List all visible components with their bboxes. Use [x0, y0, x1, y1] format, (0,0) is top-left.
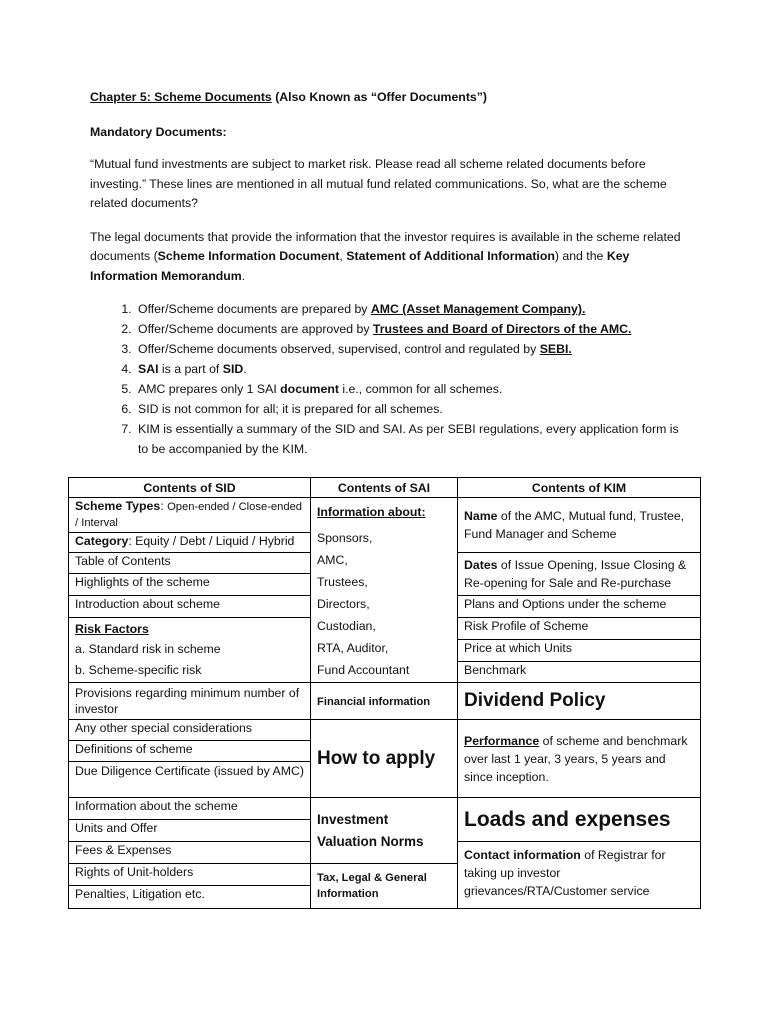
sai-how-to-apply: How to apply [311, 720, 458, 798]
list-item: 4. SAI is a part of SID. [135, 359, 690, 379]
sid-highlights: Highlights of the scheme [69, 574, 311, 596]
kim-plans: Plans and Options under the scheme [458, 596, 701, 618]
header-kim: Contents of KIM [458, 478, 701, 498]
sid-scheme-types: Scheme Types: Open-ended / Close-ended / Interval [69, 498, 311, 533]
chapter-title [90, 88, 690, 108]
sid-risk-factors: Risk Factors a. Standard risk in scheme b. Scheme-specific risk [69, 618, 311, 683]
sai-investment-valuation: Investment Valuation Norms [311, 798, 458, 864]
section-heading: Mandatory Documents: [90, 124, 227, 139]
kim-dates: Dates of Issue Opening, Issue Closing & Re-opening for Sale and Re-purchase [458, 553, 701, 596]
kim-dividend-policy: Dividend Policy [458, 683, 701, 720]
kim-benchmark: Benchmark [458, 661, 701, 682]
sid-fees-expenses: Fees & Expenses [69, 842, 311, 864]
sid-category: Category: Equity / Debt / Liquid / Hybrid [69, 533, 311, 553]
kim-price: Price at which Units [458, 640, 701, 661]
header-sai: Contents of SAI [311, 478, 458, 498]
intro-paragraph: “Mutual fund investments are subject to market risk. Please read all scheme related documents before investing.” These lines are mentioned in all mutual fund related communications. So, what are the scheme related documents? [90, 157, 667, 210]
list-item: 1. Offer/Scheme documents are prepared by AMC (Asset Management Company). [135, 299, 690, 319]
kim-name: Name of the AMC, Mutual fund, Trustee, Fund Manager and Scheme [458, 498, 701, 553]
kim-risk-profile: Risk Profile of Scheme [458, 618, 701, 640]
sid-penalties: Penalties, Litigation etc. [69, 886, 311, 909]
document-facts-list [90, 299, 690, 459]
sid-units-offer: Units and Offer [69, 820, 311, 842]
contents-table [68, 477, 701, 909]
kim-loads-expenses: Loads and expenses [458, 798, 701, 842]
sid-table-of-contents: Table of Contents [69, 553, 311, 574]
chapter-title-aside: (Also Known as “Offer Documents”) [271, 90, 487, 104]
list-item: 5. AMC prepares only 1 SAI document i.e., common for all schemes. [135, 379, 690, 399]
header-sid: Contents of SID [69, 478, 311, 498]
kim-contact-information: Contact information of Registrar for taking up investor grievances/RTA/Customer service [458, 842, 701, 909]
sid-due-diligence: Due Diligence Certificate (issued by AMC) [69, 762, 311, 798]
list-item: 2. Offer/Scheme documents are approved by Trustees and Board of Directors of the AMC. [135, 319, 690, 339]
list-item: 7. KIM is essentially a summary of the SID and SAI. As per SEBI regulations, every application form is to be accompanied by the KIM. [135, 419, 690, 459]
chapter-title-main: Chapter 5: Scheme Documents [90, 90, 272, 104]
sai-information-about: Information about: Sponsors, AMC, Trustees, Directors, Custodian, RTA, Auditor, Fund Accountant [311, 498, 458, 683]
sid-introduction: Introduction about scheme [69, 596, 311, 618]
document-body [90, 86, 690, 459]
sid-special-considerations: Any other special considerations [69, 720, 311, 741]
list-item: 6. SID is not common for all; it is prepared for all schemes. [135, 399, 690, 419]
kim-performance: Performance of scheme and benchmark over last 1 year, 3 years, 5 years and since inception. [458, 720, 701, 798]
legal-documents-paragraph: The legal documents that provide the information that the investor requires is available in the scheme related documents (Scheme Information Document, Statement of Additional Information) and the Key Information Memorandum. [90, 229, 681, 283]
sai-financial-information: Financial information [311, 683, 458, 720]
sid-information-scheme: Information about the scheme [69, 798, 311, 820]
sai-tax-legal: Tax, Legal & General Information [311, 864, 458, 909]
sid-rights: Rights of Unit-holders [69, 864, 311, 886]
list-item: 3. Offer/Scheme documents observed, supervised, control and regulated by SEBI. [135, 339, 690, 359]
sid-definitions: Definitions of scheme [69, 741, 311, 762]
sid-provisions: Provisions regarding minimum number of investor [69, 683, 311, 720]
